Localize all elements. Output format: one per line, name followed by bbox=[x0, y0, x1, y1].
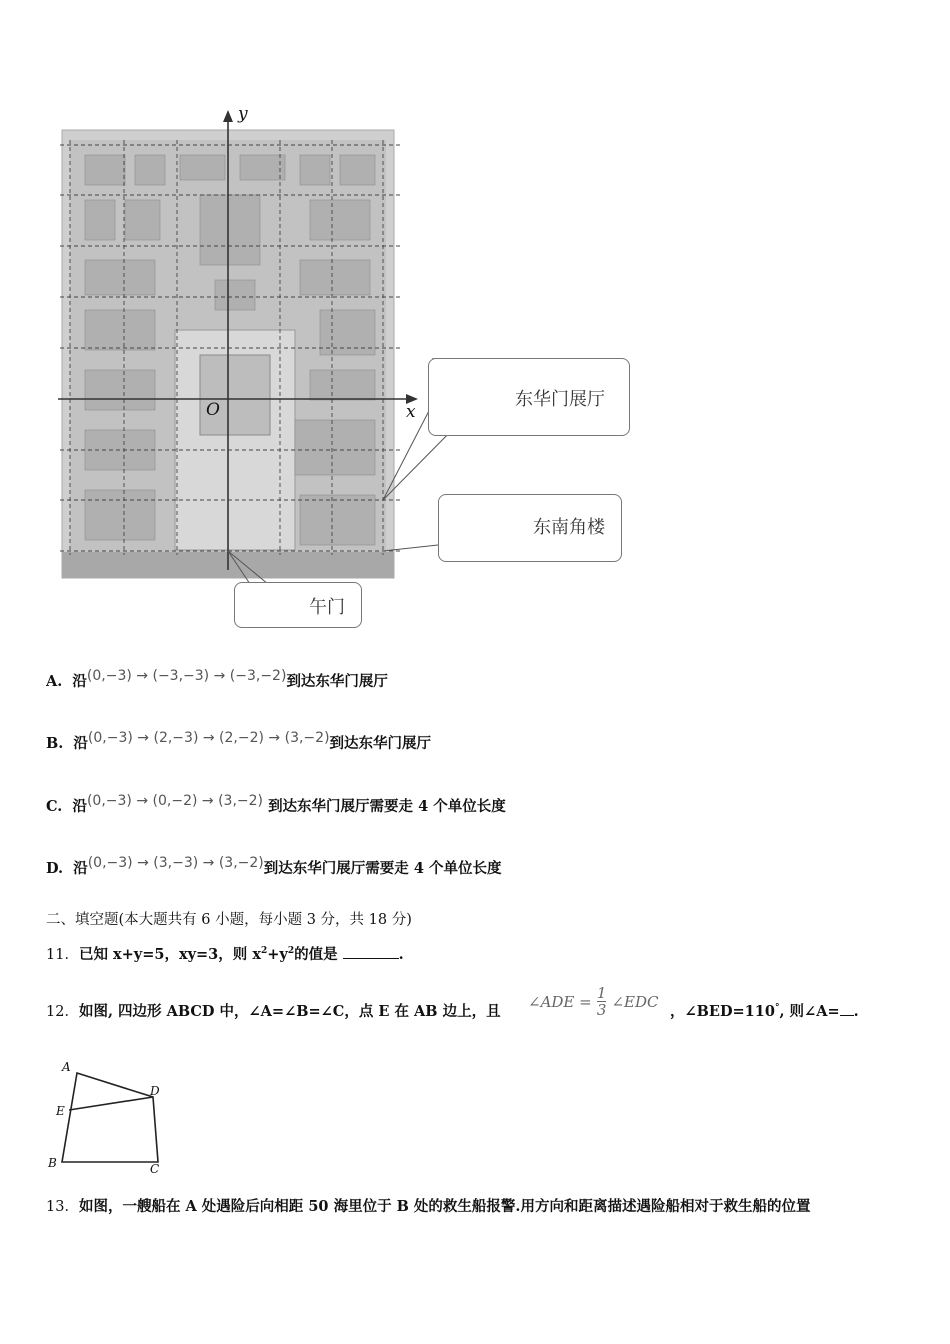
vertex-e-label: E bbox=[56, 1104, 65, 1118]
callout-southeast-tower-label: 东南角楼 bbox=[533, 517, 605, 538]
answer-blank bbox=[343, 958, 399, 959]
option-prefix: 沿 bbox=[73, 860, 88, 877]
question-number: 12． bbox=[46, 1004, 79, 1020]
option-suffix: 到达东华门展厅需要走 4 个单位长度 bbox=[268, 798, 506, 815]
fraction: $\frac{1}{3}$ bbox=[596, 984, 607, 1019]
option-suffix: 到达东华门展厅 bbox=[286, 673, 388, 690]
option-path: (0,−3) → (3,−3) → (3,−2) bbox=[87, 855, 264, 871]
option-c bbox=[46, 795, 506, 816]
option-b bbox=[46, 732, 431, 753]
option-suffix: 到达东华门展厅需要走 4 个单位长度 bbox=[263, 860, 502, 877]
y-axis-label: y bbox=[238, 104, 248, 124]
question-12: 12．如图, 四边形 ABCD 中，∠A=∠B=∠C，点 E 在 AB 边上，且 bbox=[46, 1003, 501, 1020]
quadrilateral-figure bbox=[44, 1060, 184, 1180]
option-path: (0,−3) → (2,−3) → (2,−2) → (3,−2) bbox=[87, 730, 330, 746]
option-suffix: 到达东华门展厅 bbox=[329, 735, 432, 752]
callout-meridian-gate-label: 午门 bbox=[309, 597, 345, 618]
callout-meridian-gate bbox=[234, 582, 362, 628]
option-prefix: 沿 bbox=[73, 735, 88, 752]
question-11: 11．已知 x+y=5，xy=3，则 $x^2+y^2$的值是 . bbox=[46, 946, 404, 963]
quadrilateral-svg bbox=[44, 1060, 184, 1180]
angle-relation-formula: ∠ADE = $\frac{1}{3}$ ∠EDC bbox=[528, 984, 659, 1019]
map-figure bbox=[40, 100, 640, 630]
origin-label: O bbox=[206, 400, 220, 420]
option-letter: C. bbox=[46, 798, 63, 815]
question-number: 13． bbox=[46, 1199, 79, 1215]
section-title: 二、填空题(本大题共有 6 小题，每小题 3 分，共 18 分) bbox=[46, 912, 412, 928]
option-prefix: 沿 bbox=[72, 798, 87, 815]
question-12-cont: ，∠BED=110°, 则∠A= . bbox=[670, 1003, 859, 1020]
option-letter: B. bbox=[46, 735, 64, 752]
callout-east-gate-label: 东华门展厅 bbox=[515, 389, 605, 410]
x-axis-label: x bbox=[406, 402, 416, 422]
option-letter: A. bbox=[46, 673, 63, 690]
option-prefix: 沿 bbox=[72, 673, 87, 690]
question-number: 11． bbox=[46, 947, 79, 963]
vertex-c-label: C bbox=[150, 1162, 160, 1176]
option-d bbox=[46, 857, 501, 878]
option-path: (0,−3) → (0,−2) → (3,−2) bbox=[86, 793, 263, 809]
callout-southeast-tower bbox=[438, 494, 622, 562]
vertex-a-label: A bbox=[62, 1060, 71, 1074]
callout-east-gate bbox=[428, 358, 630, 436]
option-letter: D. bbox=[46, 860, 64, 877]
question-13: 13．如图，一艘船在 A 处遇险后向相距 50 海里位于 B 处的救生船报警.用方向和距离描述遇险船相对于救生船的位置 bbox=[46, 1198, 811, 1215]
vertex-b-label: B bbox=[48, 1156, 57, 1170]
vertex-d-label: D bbox=[150, 1084, 160, 1098]
option-a bbox=[46, 670, 388, 691]
answer-blank bbox=[840, 1015, 854, 1016]
option-path: (0,−3) → (−3,−3) → (−3,−2) bbox=[86, 668, 287, 684]
